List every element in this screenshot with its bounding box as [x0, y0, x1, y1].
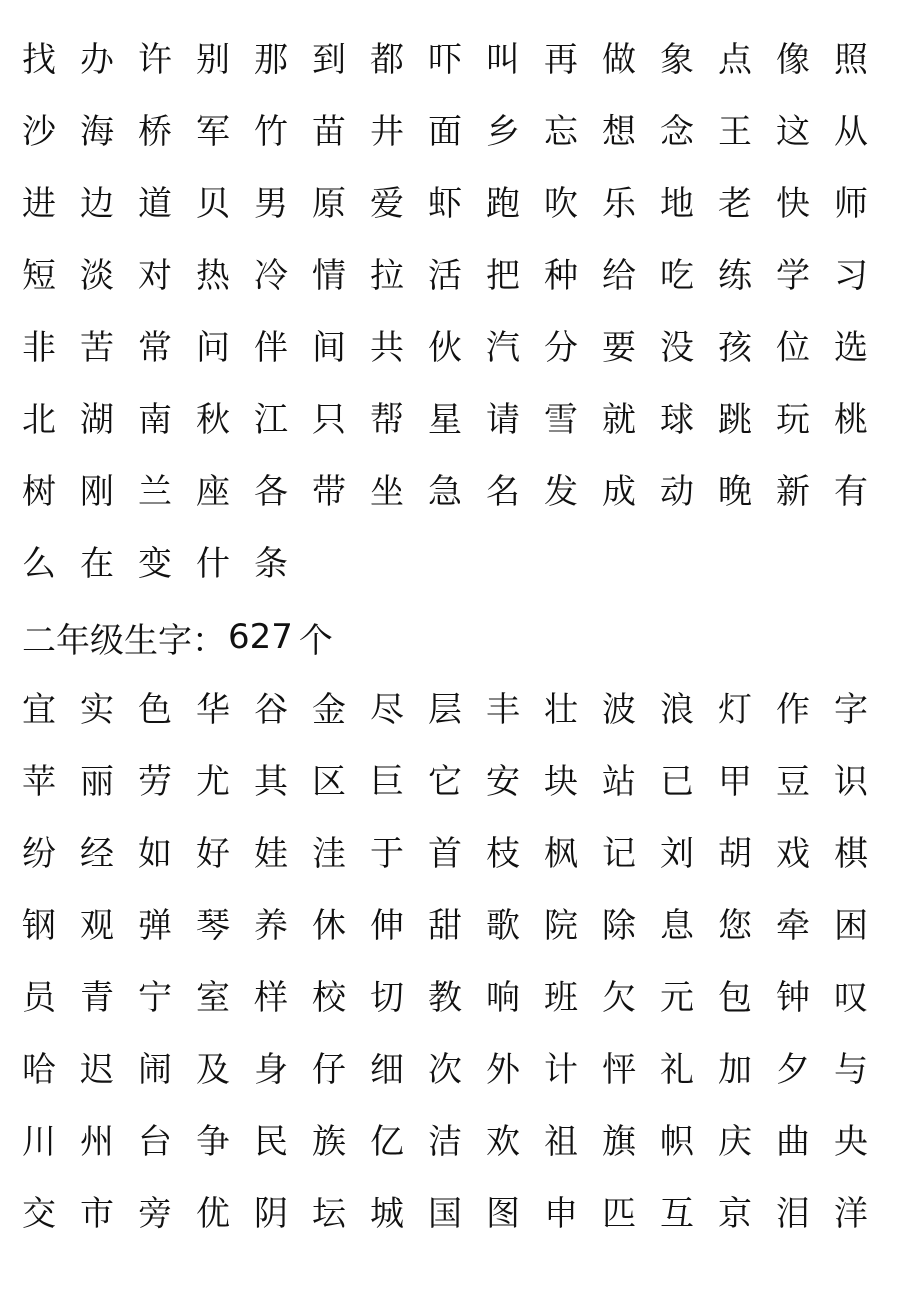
- grade1-character: 淡: [80, 256, 114, 296]
- grade2-character: 城: [370, 1194, 404, 1234]
- grade2-character: 曲: [776, 1122, 810, 1162]
- grade1-character: 找: [22, 40, 56, 80]
- grade2-character: 央: [834, 1122, 868, 1162]
- grade2-character: 休: [312, 906, 346, 946]
- grade1-character: 忘: [544, 112, 578, 152]
- grade1-character: 带: [312, 472, 346, 512]
- grade1-character: 老: [718, 184, 752, 224]
- grade1-character: 虾: [428, 184, 462, 224]
- grade2-character: 院: [544, 906, 578, 946]
- grade1-character: 兰: [138, 472, 172, 512]
- grade2-character: 优: [196, 1194, 230, 1234]
- grade2-character: 叹: [834, 978, 868, 1018]
- grade2-character: 好: [196, 834, 230, 874]
- grade2-character: 首: [428, 834, 462, 874]
- grade2-character: 字: [834, 690, 868, 730]
- grade1-character: 么: [22, 544, 56, 584]
- grade2-character: 亿: [370, 1122, 404, 1162]
- grade1-character: 热: [196, 256, 230, 296]
- grade2-character: 钟: [776, 978, 810, 1018]
- grade1-character: 把: [486, 256, 520, 296]
- grade1-character: 吃: [660, 256, 694, 296]
- grade2-character: 困: [834, 906, 868, 946]
- grade1-character: 贝: [196, 184, 230, 224]
- grade2-character: 外: [486, 1050, 520, 1090]
- grade2-character: 申: [544, 1194, 578, 1234]
- grade1-character: 练: [718, 256, 752, 296]
- grade2-character: 员: [22, 978, 56, 1018]
- grade1-row: [22, 251, 892, 301]
- grade2-character: 元: [660, 978, 694, 1018]
- grade1-character: 短: [22, 256, 56, 296]
- grade2-row: [22, 1045, 892, 1095]
- grade2-character: 欠: [602, 978, 636, 1018]
- grade2-character: 细: [370, 1050, 404, 1090]
- grade2-character: 班: [544, 978, 578, 1018]
- grade2-character: 纷: [22, 834, 56, 874]
- grade2-character: 尤: [196, 762, 230, 802]
- grade1-character: 变: [138, 544, 172, 584]
- grade1-character: 只: [312, 400, 346, 440]
- grade2-character: 宜: [22, 690, 56, 730]
- grade1-character: 快: [776, 184, 810, 224]
- grade1-character: 新: [776, 472, 810, 512]
- grade1-character: 选: [834, 328, 868, 368]
- grade2-character: 其: [254, 762, 288, 802]
- grade2-character: 洼: [312, 834, 346, 874]
- grade1-character: 帮: [370, 400, 404, 440]
- grade1-character: 伴: [254, 328, 288, 368]
- grade1-character: 从: [834, 112, 868, 152]
- grade2-row: [22, 973, 892, 1023]
- grade1-character: 分: [544, 328, 578, 368]
- grade1-character: 边: [80, 184, 114, 224]
- grade1-character: 地: [660, 184, 694, 224]
- grade2-character: 劳: [138, 762, 172, 802]
- grade2-character: 娃: [254, 834, 288, 874]
- grade2-character: 宁: [138, 978, 172, 1018]
- grade1-character: 冷: [254, 256, 288, 296]
- grade1-character: 常: [138, 328, 172, 368]
- grade2-character: 观: [80, 906, 114, 946]
- grade2-character: 层: [428, 690, 462, 730]
- grade1-character: 没: [660, 328, 694, 368]
- grade1-character: 什: [196, 544, 230, 584]
- grade2-character: 站: [602, 762, 636, 802]
- grade1-character: 进: [22, 184, 56, 224]
- grade2-character: 响: [486, 978, 520, 1018]
- grade2-character: 刘: [660, 834, 694, 874]
- grade1-character: 苦: [80, 328, 114, 368]
- grade2-character: 如: [138, 834, 172, 874]
- grade1-character: 对: [138, 256, 172, 296]
- grade1-character: 竹: [254, 112, 288, 152]
- grade2-character: 棋: [834, 834, 868, 874]
- grade1-character: 学: [776, 256, 810, 296]
- grade2-character: 丰: [486, 690, 520, 730]
- grade2-character: 庆: [718, 1122, 752, 1162]
- grade1-character: 井: [370, 112, 404, 152]
- grade1-character: 习: [834, 256, 868, 296]
- grade2-character: 夕: [776, 1050, 810, 1090]
- grade2-character: 洋: [834, 1194, 868, 1234]
- grade1-character: 象: [660, 40, 694, 80]
- grade1-character: 晚: [718, 472, 752, 512]
- grade2-character: 教: [428, 978, 462, 1018]
- grade1-character: 师: [834, 184, 868, 224]
- grade1-character: 秋: [196, 400, 230, 440]
- grade2-character: 室: [196, 978, 230, 1018]
- grade1-character: 雪: [544, 400, 578, 440]
- grade2-character: 坛: [312, 1194, 346, 1234]
- grade2-character: 经: [80, 834, 114, 874]
- grade2-row: [22, 757, 892, 807]
- grade2-character: 记: [602, 834, 636, 874]
- grade2-character: 除: [602, 906, 636, 946]
- grade2-character: 匹: [602, 1194, 636, 1234]
- grade1-character: 急: [428, 472, 462, 512]
- grade2-character: 加: [718, 1050, 752, 1090]
- grade2-character: 台: [138, 1122, 172, 1162]
- grade2-character: 市: [80, 1194, 114, 1234]
- grade1-character: 给: [602, 256, 636, 296]
- grade1-character: 江: [254, 400, 288, 440]
- grade2-character: 华: [196, 690, 230, 730]
- grade2-character: 礼: [660, 1050, 694, 1090]
- grade2-character: 于: [370, 834, 404, 874]
- grade1-character: 就: [602, 400, 636, 440]
- grade1-row: [22, 179, 892, 229]
- grade1-character: 共: [370, 328, 404, 368]
- grade2-character: 作: [776, 690, 810, 730]
- grade2-character: 弹: [138, 906, 172, 946]
- grade2-character: 牵: [776, 906, 810, 946]
- grade1-character: 伙: [428, 328, 462, 368]
- grade1-character: 间: [312, 328, 346, 368]
- grade1-character: 乡: [486, 112, 520, 152]
- grade2-character: 豆: [776, 762, 810, 802]
- grade2-character: 巨: [370, 762, 404, 802]
- grade2-row: [22, 1189, 892, 1239]
- grade1-character: 军: [196, 112, 230, 152]
- grade2-row: [22, 829, 892, 879]
- grade2-character: 甲: [718, 762, 752, 802]
- grade1-character: 汽: [486, 328, 520, 368]
- grade1-character: 非: [22, 328, 56, 368]
- grade2-row: [22, 901, 892, 951]
- grade2-character: 青: [80, 978, 114, 1018]
- grade1-character: 做: [602, 40, 636, 80]
- grade2-character: 切: [370, 978, 404, 1018]
- grade1-character: 王: [718, 112, 752, 152]
- grade2-character: 洁: [428, 1122, 462, 1162]
- grade2-character: 谷: [254, 690, 288, 730]
- grade1-character: 道: [138, 184, 172, 224]
- grade1-character: 点: [718, 40, 752, 80]
- grade1-character: 这: [776, 112, 810, 152]
- grade2-character: 民: [254, 1122, 288, 1162]
- grade1-character: 别: [196, 40, 230, 80]
- grade2-character: 已: [660, 762, 694, 802]
- grade2-character: 波: [602, 690, 636, 730]
- grade2-character: 金: [312, 690, 346, 730]
- grade1-character: 跑: [486, 184, 520, 224]
- grade2-character: 哈: [22, 1050, 56, 1090]
- grade2-heading: [22, 612, 333, 662]
- grade1-character: 种: [544, 256, 578, 296]
- grade2-character: 苹: [22, 762, 56, 802]
- grade2-character: 琴: [196, 906, 230, 946]
- grade2-character: 安: [486, 762, 520, 802]
- grade2-character: 歌: [486, 906, 520, 946]
- grade1-character: 爱: [370, 184, 404, 224]
- grade1-character: 海: [80, 112, 114, 152]
- grade1-character: 沙: [22, 112, 56, 152]
- grade2-character: 实: [80, 690, 114, 730]
- grade2-character: 与: [834, 1050, 868, 1090]
- grade1-character: 想: [602, 112, 636, 152]
- grade1-row: [22, 539, 312, 589]
- grade1-character: 活: [428, 256, 462, 296]
- grade1-character: 条: [254, 544, 288, 584]
- grade1-character: 玩: [776, 400, 810, 440]
- grade1-character: 发: [544, 472, 578, 512]
- grade2-character: 闹: [138, 1050, 172, 1090]
- grade2-character: 祖: [544, 1122, 578, 1162]
- grade2-character: 钢: [22, 906, 56, 946]
- grade2-character: 仔: [312, 1050, 346, 1090]
- grade2-character: 丽: [80, 762, 114, 802]
- grade2-character: 息: [660, 906, 694, 946]
- grade2-heading-label: 二年级生字：: [22, 620, 226, 661]
- grade1-character: 那: [254, 40, 288, 80]
- grade1-character: 各: [254, 472, 288, 512]
- grade1-character: 吓: [428, 40, 462, 80]
- grade2-character: 泪: [776, 1194, 810, 1234]
- grade1-character: 办: [80, 40, 114, 80]
- grade2-character: 它: [428, 762, 462, 802]
- grade1-character: 情: [312, 256, 346, 296]
- grade1-character: 男: [254, 184, 288, 224]
- grade2-character: 甜: [428, 906, 462, 946]
- grade1-character: 桃: [834, 400, 868, 440]
- grade2-character: 及: [196, 1050, 230, 1090]
- grade1-character: 跳: [718, 400, 752, 440]
- grade1-character: 成: [602, 472, 636, 512]
- grade2-character: 交: [22, 1194, 56, 1234]
- grade2-character: 图: [486, 1194, 520, 1234]
- grade2-character: 迟: [80, 1050, 114, 1090]
- grade1-character: 原: [312, 184, 346, 224]
- grade1-row: [22, 323, 892, 373]
- grade1-character: 南: [138, 400, 172, 440]
- grade2-character: 互: [660, 1194, 694, 1234]
- grade2-character: 枝: [486, 834, 520, 874]
- grade2-character: 您: [718, 906, 752, 946]
- grade2-character: 养: [254, 906, 288, 946]
- grade1-character: 刚: [80, 472, 114, 512]
- grade2-character: 身: [254, 1050, 288, 1090]
- grade2-character: 尽: [370, 690, 404, 730]
- grade1-character: 照: [834, 40, 868, 80]
- grade1-character: 念: [660, 112, 694, 152]
- grade1-character: 桥: [138, 112, 172, 152]
- grade2-character: 灯: [718, 690, 752, 730]
- grade2-character: 区: [312, 762, 346, 802]
- grade2-character: 次: [428, 1050, 462, 1090]
- grade2-heading-count: 627: [228, 617, 293, 657]
- grade2-character: 川: [22, 1122, 56, 1162]
- grade1-character: 拉: [370, 256, 404, 296]
- grade1-row: [22, 467, 892, 517]
- grade1-character: 球: [660, 400, 694, 440]
- grade1-character: 在: [80, 544, 114, 584]
- grade2-character: 京: [718, 1194, 752, 1234]
- grade2-character: 壮: [544, 690, 578, 730]
- grade1-character: 有: [834, 472, 868, 512]
- grade2-character: 样: [254, 978, 288, 1018]
- grade2-character: 戏: [776, 834, 810, 874]
- grade2-character: 州: [80, 1122, 114, 1162]
- grade2-character: 族: [312, 1122, 346, 1162]
- grade2-character: 包: [718, 978, 752, 1018]
- grade1-character: 湖: [80, 400, 114, 440]
- grade2-heading-unit: 个: [298, 620, 333, 661]
- grade1-character: 再: [544, 40, 578, 80]
- grade2-character: 枫: [544, 834, 578, 874]
- grade1-character: 像: [776, 40, 810, 80]
- grade1-character: 坐: [370, 472, 404, 512]
- grade1-character: 都: [370, 40, 404, 80]
- grade1-character: 孩: [718, 328, 752, 368]
- grade2-character: 旗: [602, 1122, 636, 1162]
- grade1-character: 吹: [544, 184, 578, 224]
- grade2-character: 国: [428, 1194, 462, 1234]
- grade1-character: 要: [602, 328, 636, 368]
- grade2-character: 校: [312, 978, 346, 1018]
- grade2-character: 计: [544, 1050, 578, 1090]
- grade1-character: 北: [22, 400, 56, 440]
- grade2-character: 识: [834, 762, 868, 802]
- grade1-character: 面: [428, 112, 462, 152]
- grade1-character: 到: [312, 40, 346, 80]
- grade2-character: 怦: [602, 1050, 636, 1090]
- grade1-row: [22, 35, 892, 85]
- grade2-row: [22, 685, 892, 735]
- grade2-character: 争: [196, 1122, 230, 1162]
- grade1-character: 树: [22, 472, 56, 512]
- grade1-row: [22, 107, 892, 157]
- grade2-character: 浪: [660, 690, 694, 730]
- grade1-character: 位: [776, 328, 810, 368]
- grade2-character: 欢: [486, 1122, 520, 1162]
- grade1-character: 名: [486, 472, 520, 512]
- grade1-character: 座: [196, 472, 230, 512]
- grade1-row: [22, 395, 892, 445]
- grade2-character: 阴: [254, 1194, 288, 1234]
- grade1-character: 请: [486, 400, 520, 440]
- grade2-character: 伸: [370, 906, 404, 946]
- grade1-character: 叫: [486, 40, 520, 80]
- grade1-character: 许: [138, 40, 172, 80]
- grade2-character: 色: [138, 690, 172, 730]
- grade2-character: 胡: [718, 834, 752, 874]
- grade1-character: 问: [196, 328, 230, 368]
- grade2-row: [22, 1117, 892, 1167]
- grade2-character: 块: [544, 762, 578, 802]
- grade1-character: 苗: [312, 112, 346, 152]
- grade2-character: 帜: [660, 1122, 694, 1162]
- grade2-character: 旁: [138, 1194, 172, 1234]
- grade1-character: 动: [660, 472, 694, 512]
- grade1-character: 乐: [602, 184, 636, 224]
- grade1-character: 星: [428, 400, 462, 440]
